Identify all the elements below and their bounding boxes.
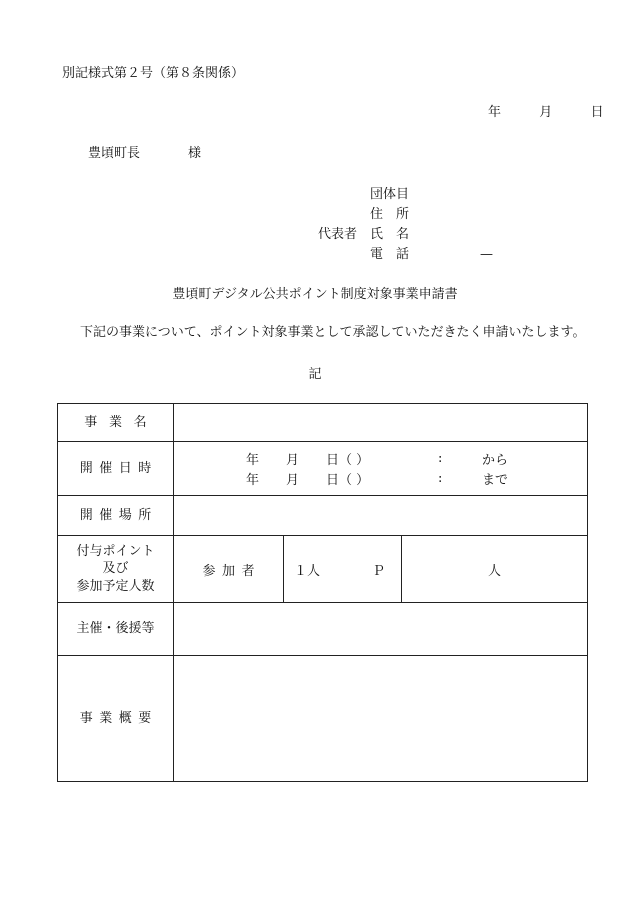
date-day-label: 日 — [590, 105, 604, 120]
venue-label: 開催場所 — [58, 496, 174, 536]
representative-label: 代表者 — [318, 226, 358, 242]
address-label: 住 所 — [370, 206, 410, 222]
row-organizer — [58, 603, 588, 656]
group-name-label: 団体目 — [370, 186, 410, 202]
request-statement: 下記の事業について、ポイント対象事業として承認していただきたく申請いたします。 — [80, 325, 586, 340]
points-subtable — [174, 536, 587, 602]
ki-heading: 記 — [308, 367, 322, 382]
row-event-name — [58, 404, 588, 442]
row-venue — [58, 496, 588, 536]
summary-label: 事業概要 — [58, 656, 174, 782]
start-year-label: 年 — [246, 453, 260, 468]
points-label-line2: 及び — [102, 561, 129, 577]
application-date — [488, 106, 604, 119]
end-suffix: まで — [482, 473, 509, 488]
end-time-colon: : — [438, 471, 443, 486]
datetime-field[interactable] — [174, 442, 588, 496]
document-title: 豊頃町デジタル公共ポイント制度対象事業申請書 — [172, 287, 458, 302]
people-unit-label: 人 — [487, 563, 501, 579]
datetime-label: 開催日時 — [58, 442, 174, 496]
phone-separator: — — [480, 246, 493, 262]
per-person-label: １人 — [294, 563, 321, 579]
event-name-field[interactable] — [174, 404, 588, 442]
row-points — [58, 536, 588, 603]
start-time-colon: : — [438, 451, 443, 466]
start-day-label: 日（ ） — [326, 453, 370, 468]
datetime-start-row — [174, 449, 587, 469]
start-month-label: 月 — [286, 453, 300, 468]
application-table — [57, 403, 588, 782]
venue-field[interactable] — [174, 496, 588, 536]
date-month-label: 月 — [539, 105, 553, 120]
form-number: 別記様式第２号（第８条関係） — [62, 66, 245, 81]
phone-label: 電 話 — [370, 246, 410, 262]
date-year-label: 年 — [488, 105, 502, 120]
datetime-end-row — [174, 469, 587, 489]
end-year-label: 年 — [246, 473, 260, 488]
addressee-honorific: 様 — [188, 146, 202, 161]
participant-label: 参加者 — [174, 536, 284, 602]
summary-field[interactable] — [174, 656, 588, 782]
points-field — [174, 536, 588, 603]
points-per-person-field[interactable] — [284, 536, 402, 602]
row-datetime — [58, 442, 588, 496]
row-summary — [58, 656, 588, 782]
end-day-label: 日（ ） — [326, 473, 370, 488]
points-label-line3: 参加予定人数 — [76, 578, 155, 594]
points-label — [58, 536, 174, 603]
applicant-block — [318, 184, 493, 264]
end-month-label: 月 — [286, 473, 300, 488]
event-name-label: 事業名 — [58, 404, 174, 442]
organizer-field[interactable] — [174, 603, 588, 656]
start-suffix: から — [482, 453, 509, 468]
addressee — [88, 147, 201, 160]
points-label-line1: 付与ポイント — [76, 543, 155, 559]
expected-participants-field[interactable] — [402, 536, 588, 602]
name-label: 氏 名 — [370, 226, 410, 242]
addressee-name: 豊頃町長 — [88, 146, 141, 161]
point-unit-label: Ｐ — [372, 563, 386, 579]
organizer-label: 主催・後援等 — [58, 603, 174, 656]
